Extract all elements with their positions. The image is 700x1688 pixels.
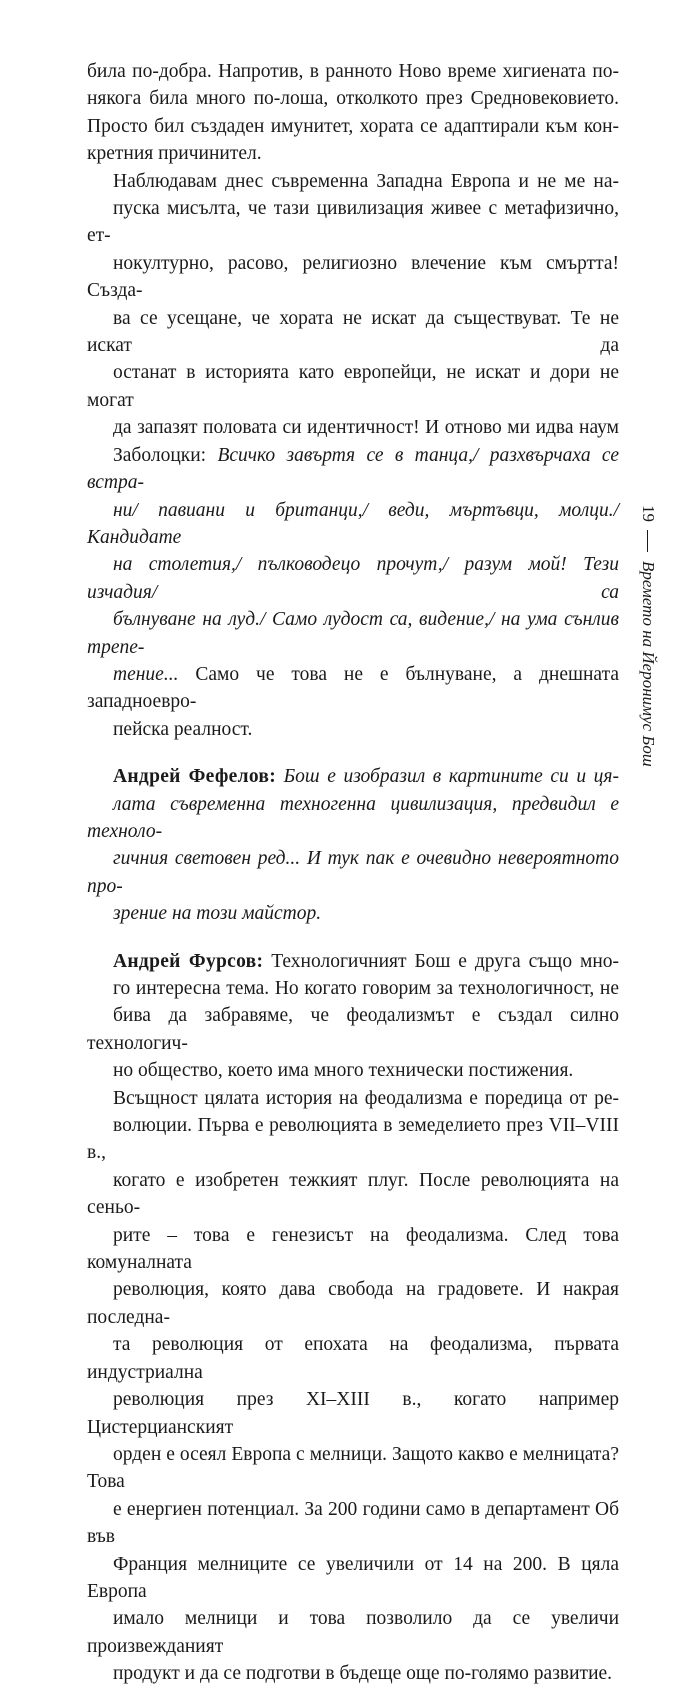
text-line: бива да забравяме, че феодализмът е създал силно технологич- bbox=[87, 1005, 619, 1054]
text-line: Просто бил създаден имунитет, хората се адаптирали към кон- bbox=[87, 115, 619, 137]
speech-text: Технологичният Бош е друга също мно- bbox=[263, 950, 619, 972]
text-line: нокултурно, расово, религиозно влечение към смъртта! Създа- bbox=[87, 252, 619, 302]
paragraph-1 bbox=[87, 58, 619, 168]
text-line: та революция от епохата на феодализма, първата индустриална bbox=[87, 1334, 619, 1383]
text-line: пуска мисълта, че тази цивилизация живее с метафизично, ет- bbox=[87, 198, 619, 247]
running-head-title: Времето на Йеронимус Бош bbox=[639, 561, 658, 767]
text-line: ва се усещане, че хората не искат да съществуват. Те не искат да bbox=[87, 307, 619, 357]
text-line: останат в историята като европейци, не искат и дори не могат bbox=[87, 362, 619, 411]
text-line bbox=[87, 900, 619, 927]
text-line bbox=[87, 845, 619, 900]
speaker-name: Андрей Фефелов: bbox=[113, 766, 277, 788]
text-line bbox=[87, 442, 619, 497]
text-line: революция, която дава свобода на градовете. И накрая последна- bbox=[87, 1279, 619, 1328]
paragraph-3 bbox=[87, 763, 619, 927]
poem-quote: Всичко завъртя се в танца,/ разхвърчаха се встра- bbox=[87, 444, 619, 494]
text-line: волюции. Първа е революцията в земеделието през VII–VIII в., bbox=[87, 1115, 619, 1164]
text-line: да запазят половата си идентичност! И отново ми идва наум bbox=[113, 417, 619, 439]
speech-text: лата съвременна техногенна цивилизация, предвидил е техноло- bbox=[87, 793, 619, 842]
text-line: е енергиен потенциал. За 200 години само в департамент Об във bbox=[87, 1498, 619, 1548]
text-line: Франция мелниците се увеличили от 14 на 200. В цяла Европа bbox=[87, 1553, 619, 1602]
text-line: но общество, което има много технически постижения. bbox=[113, 1060, 574, 1082]
speech-text: зрение на този майстор. bbox=[113, 903, 322, 925]
text-line bbox=[87, 763, 619, 790]
text-line: имало мелници и това позволило да се увеличи произвежданият bbox=[87, 1608, 619, 1657]
poem-quote: тение... bbox=[113, 663, 179, 685]
text-line: го интересна тема. Но когато говорим за технологичност, не bbox=[113, 978, 619, 999]
text-line bbox=[87, 551, 619, 606]
text-line bbox=[87, 497, 619, 552]
speech-text: Бош е изобразил в картините си и ця- bbox=[276, 766, 619, 788]
text-fragment: Само че това не е бълнуване, а днешната западноевро- bbox=[87, 663, 619, 713]
text-line: кретния причинител. bbox=[87, 143, 262, 165]
author-name: Заболоцки: bbox=[113, 444, 218, 466]
paragraph-4 bbox=[87, 948, 619, 1085]
poem-quote: на столетия,/ пълководецо прочут,/ разум мой! Тези изчадия/ са bbox=[87, 554, 619, 603]
text-line: рите – това е генезисът на феодализма. След това комуналната bbox=[87, 1224, 619, 1274]
page-body bbox=[87, 58, 619, 1688]
paragraph-2 bbox=[87, 168, 619, 744]
speech-text: гичния световен ред... И тук пак е очевидно невероятното про- bbox=[87, 848, 619, 897]
speaker-name: Андрей Фурсов: bbox=[113, 950, 264, 972]
running-head-inner bbox=[638, 505, 658, 767]
text-line: революция през XI–XIII в., когато например Цистерцианският bbox=[87, 1389, 619, 1438]
running-head-divider bbox=[648, 530, 649, 552]
poem-quote: ни/ павиани и британци,/ веди, мъртъвци, молци./ Кандидате bbox=[87, 499, 619, 548]
text-line: когато е изобретен тежкият плуг. После революцията на сеньо- bbox=[87, 1169, 619, 1219]
text-line: Наблюдавам днес съвременна Западна Европа и не ме на- bbox=[113, 170, 619, 192]
text-line: орден е осеял Европа с мелници. Защото какво е мелницата? Това bbox=[87, 1443, 619, 1493]
text-line bbox=[87, 661, 619, 716]
text-line bbox=[87, 948, 619, 975]
text-line: някога била много по-лоша, отколкото през Средновековието. bbox=[87, 88, 619, 110]
running-head bbox=[636, 505, 658, 795]
poem-quote: бълнуване на луд./ Само лудост са, видение,/ на ума сънлив трепе- bbox=[87, 609, 619, 658]
page-number: 19 bbox=[639, 505, 658, 522]
text-line: била по-добра. Напротив, в ранното Ново време хигиената по- bbox=[87, 61, 619, 82]
text-line bbox=[87, 606, 619, 661]
text-line bbox=[87, 791, 619, 846]
paragraph-5 bbox=[87, 1085, 619, 1688]
text-line: Всъщност цялата история на феодализма е поредица от ре- bbox=[113, 1087, 619, 1109]
text-line: продукт и да се подготви в бъдеще още по-голямо развитие. bbox=[113, 1663, 613, 1685]
text-line: пейска реалност. bbox=[113, 718, 253, 740]
